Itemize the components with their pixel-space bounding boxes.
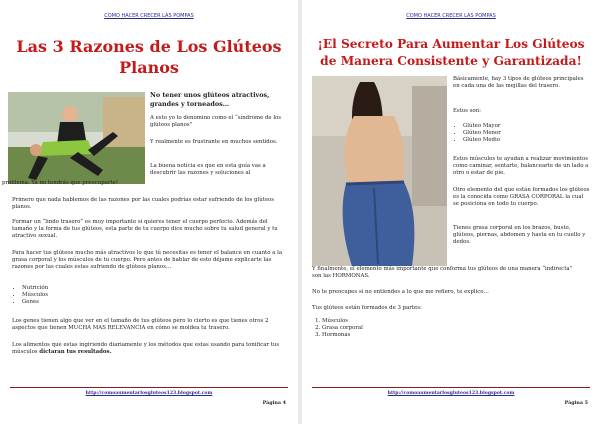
paragraph: Otro elemento del que están formados los glúteos es la conocida como GRASA CORPORAL la cual se posiciona en todo tu cuerpo.	[453, 187, 590, 207]
paragraph: Y realmente es frustrante en muchos sentidos.	[150, 139, 278, 145]
running-header[interactable]: COMO HACER CRECER LAS POMPAS	[406, 13, 496, 19]
reasons-list	[12, 285, 222, 306]
page-title: ¡El Secreto Para Aumentar Los Glúteos de Manera Consistente y Garantizada!	[317, 37, 585, 68]
parts-list	[312, 318, 522, 339]
paragraph: problema. Ya no tendrás que preocuparte!	[2, 180, 118, 186]
footer-link[interactable]: http://comoaumentarlosgluteos123.blogspot.com	[85, 391, 213, 396]
paragraph: Formar un “lindo trasero” es muy importante si quieres tener el cuerpo perfecto. Además del tamaño y la forma de tus glúteos, esta parte de tu cuerpo dice mucho sobre tu salud general y tu atractivo sexual.	[12, 219, 278, 239]
paragraph: Tienes grasa corporal en los brazos, busto, glúteos, piernas, abdomen y hasta en tu cuello y dedos.	[453, 225, 586, 245]
paragraph: Primero que nada hablemos de las razones por las cuales podrías estar sufriendo de los glúteos planos.	[12, 197, 275, 210]
page-number: Página 4	[262, 400, 286, 406]
paragraph: A esto yo lo denomino como el “síndrome de los glúteos planos”	[150, 115, 282, 128]
paragraph: Tus glúteos están formados de 3 partes:	[312, 305, 422, 311]
footer-divider	[312, 387, 590, 388]
paragraph: Para hacer tus glúteos mucho más atractivos lo que tú necesitas es tener el balance en cuanto a la grasa corporal y los músculos de tu cuerpo. Pero antes de hablar de esto déjame explicarte las razones por las cuales estas sufriendo de glúteos planos…	[12, 250, 283, 270]
list-item: 2. Grasa corporal	[322, 325, 522, 332]
emphasis-text: dictaran tus resultados.	[39, 349, 112, 355]
list-item: • Glúteo Menor	[463, 130, 593, 137]
page-4	[0, 0, 298, 424]
exercise-photo	[8, 92, 145, 184]
paragraph: Básicamente, hay 3 tipos de glúteos principales en cada una de las mejillas del trasero.	[453, 76, 584, 89]
running-header[interactable]: COMO HACER CRECER LAS POMPAS	[104, 13, 194, 19]
model-photo	[312, 76, 447, 266]
list-item: 3. Hormonas	[322, 332, 522, 339]
page-5	[302, 0, 600, 424]
section-subtitle: No tener unos glúteos atractivos, grandes y torneados…	[150, 91, 270, 108]
list-item: • Nutrición	[22, 285, 222, 292]
paragraph: Y finalmente, el elemento más importante que conforma tus glúteos de una manera “indirecta” son las HORMONAS.	[312, 266, 573, 279]
footer-divider	[10, 387, 288, 388]
list-item: • Genes	[22, 299, 222, 306]
paragraph: La buena noticia es que en esta guía vas a descubrir las razones y soluciones al	[150, 163, 266, 176]
paragraph: Estos músculos te ayudan a realizar movimientos como caminar, sentarte, balancearte de un lado a otro o estar de pie.	[453, 156, 589, 176]
list-item: • Glúteo Medio	[463, 137, 593, 144]
list-item: • Músculos	[22, 292, 222, 299]
model-image	[312, 76, 447, 266]
page-number: Página 5	[564, 400, 588, 406]
list-item: • Glúteo Mayor	[463, 123, 593, 130]
page-title: Las 3 Razones de Los Glúteos Planos	[16, 37, 282, 77]
paragraph-text: Los alimentos que estas ingiriendo diariamente y los métodos que estas usando para tonificar tus músculos	[12, 342, 280, 355]
workout-image	[8, 92, 145, 184]
paragraph: Los genes tienen algo que ver en el tamaño de tus glúteos pero lo cierto es que tienes otros 2 aspectos que tienen MUCHA MAS RELEVANCIA en cómo se moldea tu trasero.	[12, 318, 269, 331]
paragraph: Estos son:	[453, 108, 481, 114]
list-item: 1. Músculos	[322, 318, 522, 325]
paragraph	[12, 342, 288, 356]
paragraph: No te preocupes si no entiendes a lo que me refiero, te explico…	[312, 289, 489, 295]
glute-types-list	[453, 123, 593, 144]
footer-link[interactable]: http://comoaumentarlosgluteos123.blogspot.com	[387, 391, 515, 396]
